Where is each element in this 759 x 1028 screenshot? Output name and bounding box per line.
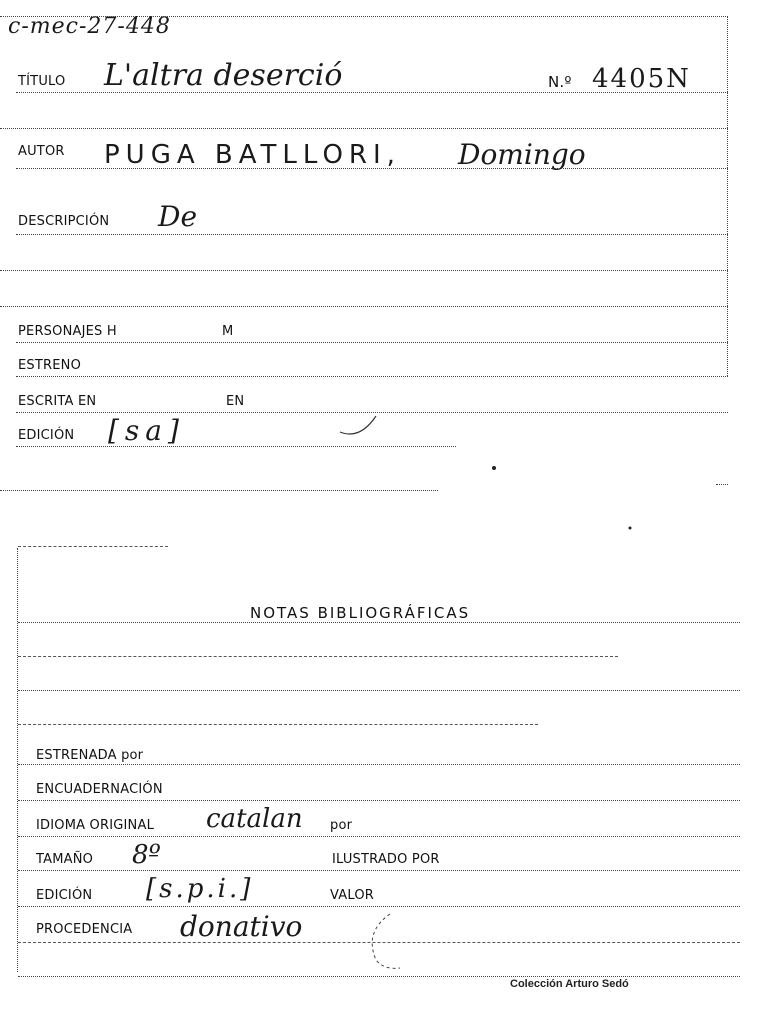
escrita-label: ESCRITA EN — [18, 394, 97, 409]
autor-value-name: Domingo — [458, 138, 586, 171]
valor-label: VALOR — [330, 888, 374, 903]
idioma-por-label: por — [330, 818, 353, 833]
titulo-label: TÍTULO — [18, 74, 66, 89]
titulo-value: L'altra deserció — [104, 58, 343, 93]
notas-edicion-value: [s.p.i.] — [146, 874, 254, 904]
personajes-m-label: M — [222, 324, 234, 339]
idioma-label: IDIOMA ORIGINAL — [36, 818, 155, 833]
estreno-label: ESTRENO — [18, 358, 82, 373]
descripcion-label: DESCRIPCIÓN — [18, 214, 110, 229]
escrita-en-label: EN — [226, 394, 245, 409]
notas-edicion-label: EDICIÓN — [36, 888, 93, 903]
estrenada-label: ESTRENADA por — [36, 748, 144, 763]
encuadernacion-label: ENCUADERNACIÓN — [36, 782, 163, 797]
collection-footer: Colección Arturo Sedó — [510, 978, 629, 990]
autor-value-caps: PUGA BATLLORI, — [104, 140, 401, 170]
top-note: c-mec-27-448 — [8, 14, 171, 39]
descripcion-value: De — [158, 200, 198, 233]
procedencia-value: donativo — [180, 910, 303, 943]
edicion-label: EDICIÓN — [18, 428, 75, 443]
numero-label: N.º — [548, 73, 572, 91]
tamano-label: TAMAÑO — [36, 852, 94, 867]
tamano-value: 8º — [132, 840, 161, 870]
procedencia-label: PROCEDENCIA — [36, 922, 133, 937]
notas-heading: NOTAS BIBLIOGRÁFICAS — [250, 604, 471, 622]
numero-value: 4405N — [592, 64, 691, 94]
personajes-label: PERSONAJES H — [18, 324, 117, 339]
ilustrado-label: ILUSTRADO POR — [332, 852, 440, 867]
idioma-value: catalan — [206, 804, 303, 834]
edicion-value: [sa] — [108, 414, 185, 447]
autor-label: AUTOR — [18, 144, 65, 159]
